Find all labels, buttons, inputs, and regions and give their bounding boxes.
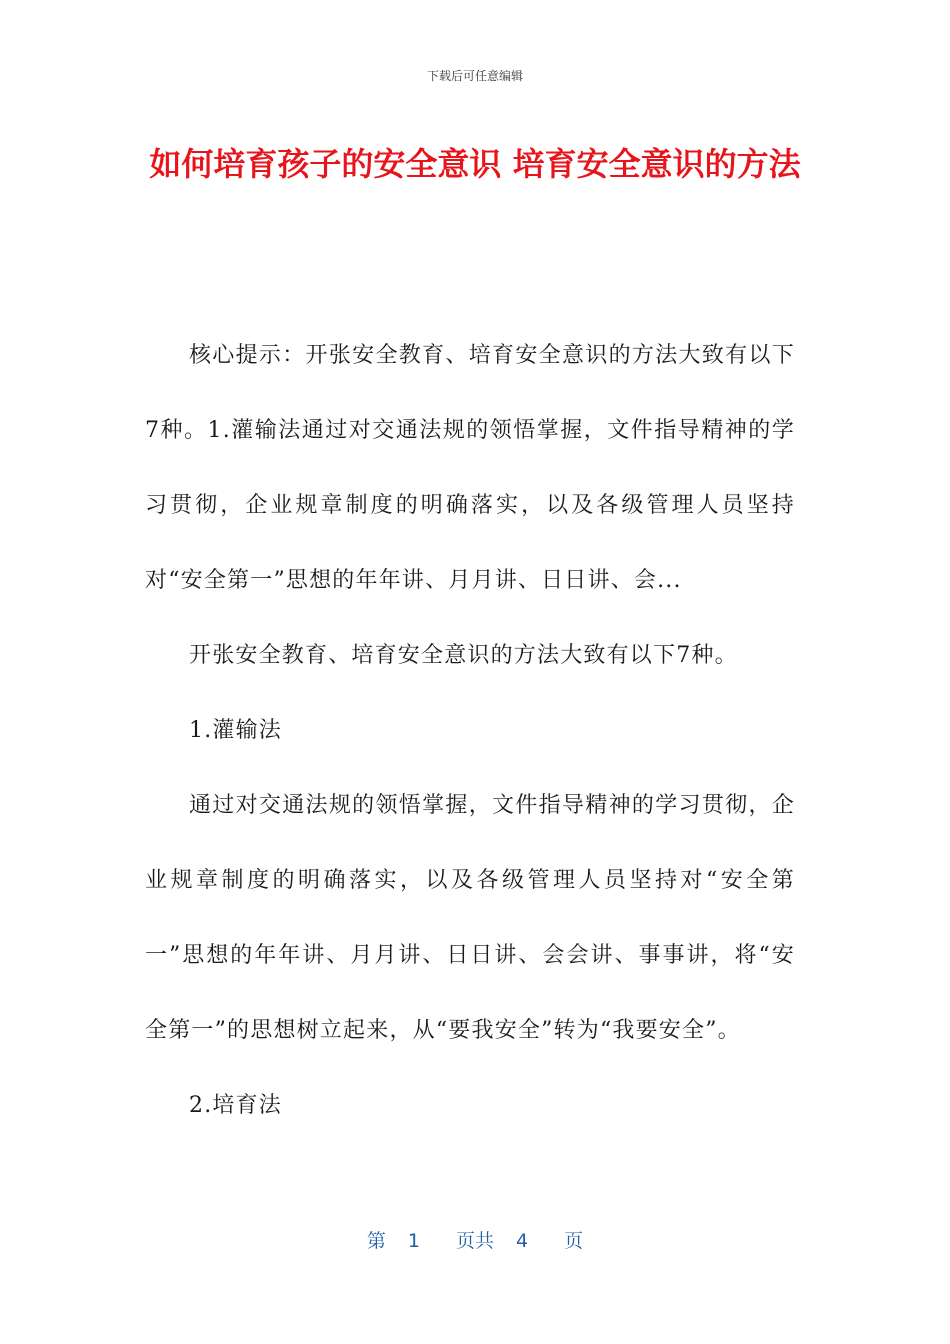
footer-suffix: 页 bbox=[564, 1230, 584, 1252]
header-note: 下载后可任意编辑 bbox=[426, 69, 523, 83]
paragraph-intro: 开张安全教育、培育安全意识的方法大致有以下7种。 bbox=[189, 643, 738, 668]
section-heading-1: 1.灌输法 bbox=[189, 718, 282, 743]
document-title: 如何培育孩子的安全意识 培育安全意识的方法 bbox=[149, 145, 801, 183]
total-pages-number: 4 bbox=[516, 1230, 529, 1252]
document-body bbox=[145, 318, 795, 1143]
paragraph-summary: 核心提示：开张安全教育、培育安全意识的方法大致有以下7种。1.灌输法通过对交通法规的领悟掌握，文件指导精神的学习贯彻，企业规章制度的明确落实，以及各级管理人员坚持对“安全第一”思想的年年讲、月月讲、日日讲、会... bbox=[145, 343, 795, 593]
current-page-number: 1 bbox=[407, 1230, 420, 1252]
page-footer bbox=[0, 1226, 950, 1253]
footer-prefix: 第 bbox=[366, 1230, 386, 1252]
section-heading-2: 2.培育法 bbox=[189, 1093, 282, 1118]
paragraph-section-1: 通过对交通法规的领悟掌握，文件指导精神的学习贯彻，企业规章制度的明确落实，以及各级管理人员坚持对“安全第一”思想的年年讲、月月讲、日日讲、会会讲、事事讲，将“安全第一”的思想树立起来，从“要我安全”转为“我要安全”。 bbox=[145, 793, 795, 1043]
footer-middle: 页共 bbox=[455, 1230, 494, 1252]
